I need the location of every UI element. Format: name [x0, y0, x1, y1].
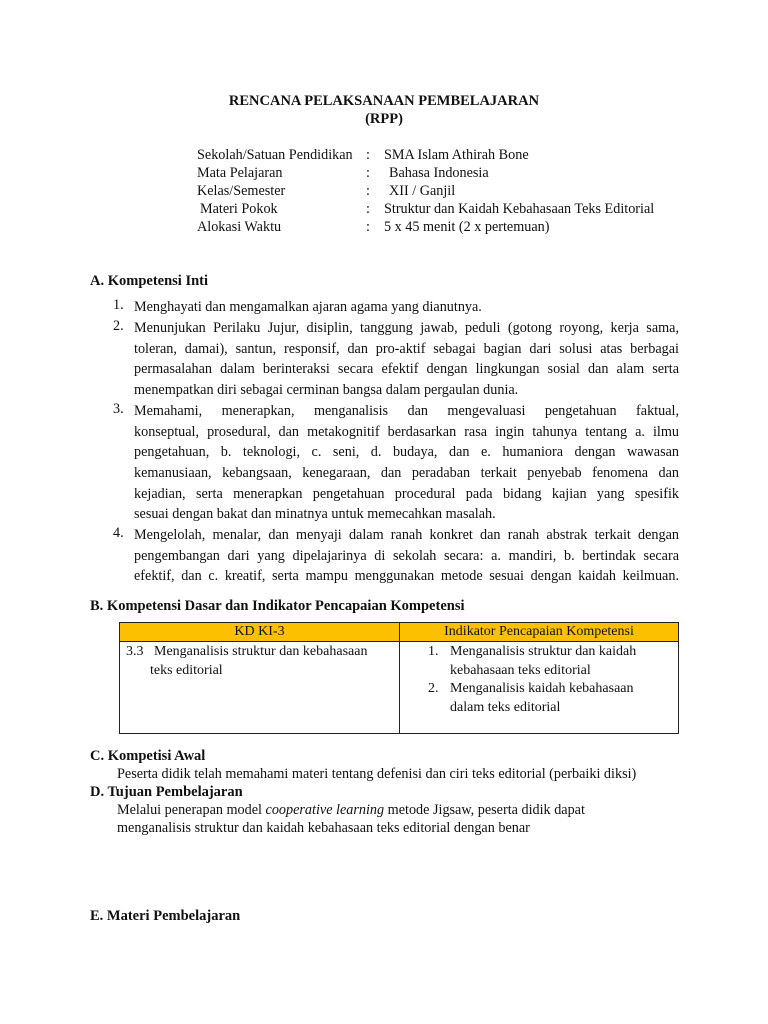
- list-item-line: kejadian, serta menerapkan pengetahuan procedural pada bidang kajian yang spesifik: [134, 485, 679, 502]
- list-item-line: menempatkan diri sebagai cerminan bangsa dalam pergaulan dunia.: [134, 382, 519, 399]
- list-item-line: efektif, dan c. kreatif, serta mampu menggunakan metode sesuai dengan kaidah keilmuan.: [134, 568, 679, 585]
- list-number: 3.: [113, 401, 124, 417]
- table-header-indicator: Indikator Pencapaian Kompetensi: [400, 623, 679, 642]
- info-colon: :: [366, 201, 370, 217]
- competency-table: [119, 622, 679, 734]
- info-value-subject: Bahasa Indonesia: [389, 165, 489, 181]
- kd-text-line: Menganalisis struktur dan kebahasaan: [154, 644, 368, 659]
- indicator-line: kebahasaan teks editorial: [450, 662, 591, 678]
- kd-number: 3.3: [126, 644, 144, 659]
- info-colon: :: [366, 147, 370, 163]
- document-title: RENCANA PELAKSANAAN PEMBELAJARAN: [228, 93, 540, 109]
- section-d-heading: D. Tujuan Pembelajaran: [90, 784, 243, 800]
- indicator-number: 2.: [428, 681, 439, 696]
- list-item: [134, 318, 679, 401]
- table-row: [120, 642, 679, 734]
- info-value-topic: Struktur dan Kaidah Kebahasaan Teks Editorial: [384, 201, 655, 217]
- section-c-heading: C. Kompetisi Awal: [90, 748, 206, 764]
- section-e-heading: E. Materi Pembelajaran: [90, 908, 241, 924]
- info-label-subject: Mata Pelajaran: [197, 165, 283, 181]
- indicator-item: [400, 680, 678, 717]
- section-a-heading: A. Kompetensi Inti: [90, 273, 209, 289]
- indicator-cell: [400, 642, 679, 734]
- list-item-line: Menghayati dan mengamalkan ajaran agama yang dianutnya.: [134, 299, 482, 315]
- indicator-line: Menganalisis kaidah kebahasaan: [450, 681, 634, 696]
- info-label-time: Alokasi Waktu: [197, 219, 282, 235]
- list-item-line: toleran, damai), santun, responsif, dan pro-aktif sebagai bagian dari solusi atas berbagai: [134, 340, 679, 357]
- section-c-text: Peserta didik telah memahami materi tentang defenisi dan ciri teks editorial (perbaiki diksi): [117, 766, 637, 782]
- list-item-line: konseptual, prosedural, dan metakognitif berdasarkan rasa ingin tahunya tentang a. ilmu: [134, 423, 679, 440]
- list-item: [134, 525, 679, 587]
- section-d-italic-term: cooperative learning: [265, 802, 385, 818]
- indicator-line: dalam teks editorial: [450, 699, 561, 715]
- info-label-class: Kelas/Semester: [197, 183, 286, 199]
- indicator-line: Menganalisis struktur dan kaidah: [450, 644, 637, 659]
- list-item-line: Menunjukan Perilaku Jujur, disiplin, tanggung jawab, peduli (gotong royong, kerja sama,: [134, 320, 679, 336]
- list-number: 4.: [113, 525, 124, 541]
- kd-cell: [120, 642, 400, 734]
- document-subtitle: (RPP): [365, 111, 403, 127]
- list-item-line: sesuai dengan bakat dan minatnya untuk memecahkan masalah.: [134, 506, 496, 523]
- indicator-item: [400, 643, 678, 680]
- info-value-school: SMA Islam Athirah Bone: [384, 147, 529, 163]
- section-d-text-part: Melalui penerapan model: [117, 802, 266, 818]
- info-colon: :: [366, 219, 370, 235]
- info-colon: :: [366, 183, 370, 199]
- info-label-topic: Materi Pokok: [200, 201, 278, 217]
- indicator-number: 1.: [428, 644, 439, 659]
- list-item-line: Mengelolah, menalar, dan menyaji dalam ranah konkret dan ranah abstrak terkait dengan: [134, 527, 679, 543]
- list-item: [134, 401, 679, 525]
- info-value-time: 5 x 45 menit (2 x pertemuan): [384, 219, 550, 235]
- section-b-heading: B. Kompetensi Dasar dan Indikator Pencapaian Kompetensi: [90, 598, 465, 614]
- info-label-school: Sekolah/Satuan Pendidikan: [197, 147, 353, 163]
- list-number: 2.: [113, 318, 124, 334]
- list-item: [134, 297, 679, 318]
- section-d-text-part: metode Jigsaw, peserta didik dapat: [384, 802, 585, 818]
- info-colon: :: [366, 165, 370, 181]
- list-item-line: permasalahan dalam berinteraksi secara efektif dengan lingkungan sosial dan alam serta: [134, 361, 679, 378]
- list-number: 1.: [113, 297, 124, 313]
- kd-text-line: teks editorial: [150, 662, 223, 678]
- list-item-line: kemanusiaan, kebangsaan, kenegaraan, dan peradaban terkait penyebab fenomena dan: [134, 465, 679, 482]
- list-item-line: pengembangan dari yang dipelajarinya di sekolah secara: a. mandiri, b. bertindak secara: [134, 547, 679, 564]
- section-d-text-line: [117, 802, 585, 819]
- info-value-class: XII / Ganjil: [389, 183, 456, 199]
- list-item-line: pengetahuan, b. teknologi, c. seni, d. budaya, dan e. humaniora dengan wawasan: [134, 444, 679, 461]
- section-d-text-line: menganalisis struktur dan kaidah kebahasaan teks editorial dengan benar: [117, 820, 530, 836]
- list-item-line: Memahami, menerapkan, menganalisis dan mengevaluasi pengetahuan faktual,: [134, 403, 679, 419]
- table-header-kd: KD KI-3: [120, 623, 400, 642]
